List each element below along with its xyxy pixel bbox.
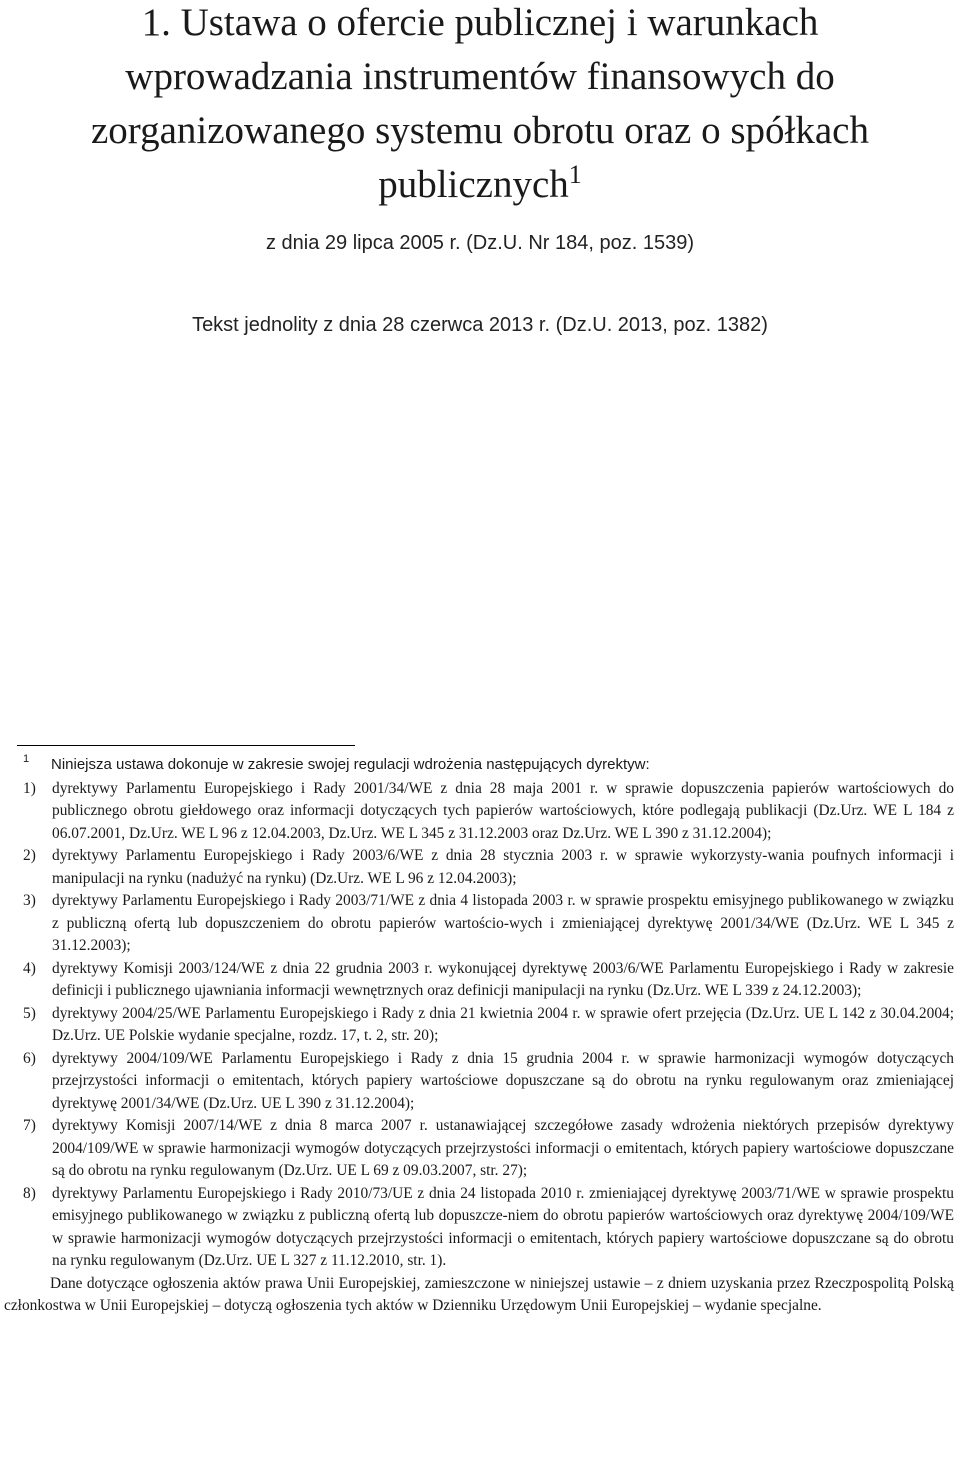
directive-item: [0, 1115, 960, 1183]
directive-item: [0, 958, 960, 1003]
directive-text: dyrektywy Parlamentu Europejskiego i Rady 2003/6/WE z dnia 28 stycznia 2003 r. w sprawie wykorzysty-wania poufnych informacji i manipulacji na rynku (nadużyć na rynku) (Dz.Urz. WE L 96 z 12.04.2003);: [52, 847, 954, 887]
closing-paragraph: Dane dotyczące ogłoszenia aktów prawa Unii Europejskiej, zamieszczone w niniejszej ustawie – z dniem uzyskania przez Rzeczpospolitą Polską członkostwa w Unii Europejskiej – dotyczą ogłoszenia tych aktów w Dzienniku Urzędowym Unii Europejskiej – wydanie specjalne.: [4, 1274, 954, 1314]
title-line-2: wprowadzania instrumentów finansowych do: [125, 55, 835, 98]
footnote-mark: 1: [23, 753, 30, 765]
directive-list: [0, 778, 960, 1273]
act-date-subtitle: z dnia 29 lipca 2005 r. (Dz.U. Nr 184, poz. 1539): [265, 232, 694, 254]
title-line-4: [10, 158, 950, 212]
footnote-divider: [17, 745, 355, 746]
footnote-reference[interactable]: 1: [568, 160, 582, 189]
directive-text: dyrektywy Komisji 2007/14/WE z dnia 8 marca 2007 r. ustanawiającej szczegółowe zasady wdrożenia niektórych przepisów dyrektywy 2004/109/WE w sprawie harmonizacji wymogów dotyczących przejrzystości informacji o emitentach, których papiery wartościowe dopuszczane są do obrotu na rynku regulowanym (Dz.Urz. UE L 69 z 09.03.2007, str. 27);: [52, 1117, 954, 1179]
directive-number: 4): [23, 959, 36, 977]
document-title: [10, 0, 950, 212]
title-line-3: zorganizowanego systemu obrotu oraz o spółkach: [91, 109, 869, 152]
directive-number: 7): [23, 1117, 36, 1134]
directive-item: [0, 1003, 960, 1048]
title-line-4-text: publicznych: [378, 163, 569, 206]
footnote-intro: [0, 754, 960, 777]
title-line-1: 1. Ustawa o ofercie publicznej i warunkach: [141, 1, 819, 44]
directive-text: dyrektywy Parlamentu Europejskiego i Rady 2001/34/WE z dnia 28 maja 2001 r. w sprawie dopuszczenia papierów wartościowych do publicznego obrotu giełdowego oraz informacji dotyczących tych papierów wartościowych, które podlegają publikacji (Dz.Urz. WE L 184 z 06.07.2001, Dz.Urz. WE L 96 z 12.04.2003, Dz.Urz. WE L 345 z 31.12.2003 oraz Dz.Urz. WE L 390 z 31.12.2004);: [52, 779, 954, 842]
directive-item: [0, 845, 960, 890]
consolidated-text-subtitle: Tekst jednolity z dnia 28 czerwca 2013 r. (Dz.U. 2013, poz. 1382): [192, 314, 768, 336]
directive-item: [0, 1048, 960, 1116]
directive-text: dyrektywy Komisji 2003/124/WE z dnia 22 grudnia 2003 r. wykonującej dyrektywę 2003/6/WE Parlamentu Europejskiego i Rady w zakresie definicji i publicznego ujawniania informacji wewnętrznych oraz definicji manipulacji na rynku (Dz.Urz. WE L 339 z 24.12.2003);: [52, 959, 954, 999]
directive-number: 6): [23, 1049, 36, 1067]
directive-text: dyrektywy Parlamentu Europejskiego i Rady 2010/73/UE z dnia 24 listopada 2010 r. zmieniającej dyrektywę 2003/71/WE w sprawie prospektu emisyjnego publikowanego w związku z publiczną ofertą lub dopuszcze-niem do obrotu papierów wartościowych oraz dyrektywę 2004/109/WE w sprawie harmonizacji wymogów dotyczących przejrzystości informacji o emitentach, których papiery wartościowe dopuszczane są do obrotu na rynku regulowanym (Dz.Urz. UE L 327 z 11.12.2010, str. 1).: [52, 1184, 954, 1269]
directive-item: [0, 1183, 960, 1273]
directive-text: dyrektywy 2004/25/WE Parlamentu Europejskiego i Rady z dnia 21 kwietnia 2004 r. w sprawie ofert przejęcia (Dz.Urz. UE L 142 z 30.04.2004; Dz.Urz. UE Polskie wydanie specjalne, rozdz. 17, t. 2, str. 20);: [52, 1004, 954, 1044]
directive-number: 8): [23, 1184, 36, 1202]
footnote-intro-text: Niniejsza ustawa dokonuje w zakresie swojej regulacji wdrożenia następujących dyrektyw:: [51, 756, 650, 773]
directive-number: 3): [23, 892, 36, 909]
directive-item: [0, 778, 960, 846]
directive-item: [0, 890, 960, 958]
directive-text: dyrektywy Parlamentu Europejskiego i Rady 2003/71/WE z dnia 4 listopada 2003 r. w sprawie prospektu emisyjnego publikowanego w związku z publiczną ofertą lub dopuszczeniem do obrotu papierów wartościo-wych i zmieniającej dyrektywę 2001/34/WE (Dz.Urz. WE L 345 z 31.12.2003);: [52, 892, 954, 954]
directive-number: 5): [23, 1004, 36, 1022]
directive-number: 1): [23, 779, 36, 797]
directive-text: dyrektywy 2004/109/WE Parlamentu Europejskiego i Rady z dnia 15 grudnia 2004 r. w sprawie harmonizacji wymogów dotyczących przejrzystości informacji o emitentach, których papiery wartościowe dopuszczane są do obrotu na rynku regulowanym oraz zmieniającej dyrektywę 2001/34/WE (Dz.Urz. UE L 390 z 31.12.2004);: [52, 1049, 954, 1112]
footnote-section: [0, 754, 960, 1333]
directive-number: 2): [23, 847, 36, 864]
